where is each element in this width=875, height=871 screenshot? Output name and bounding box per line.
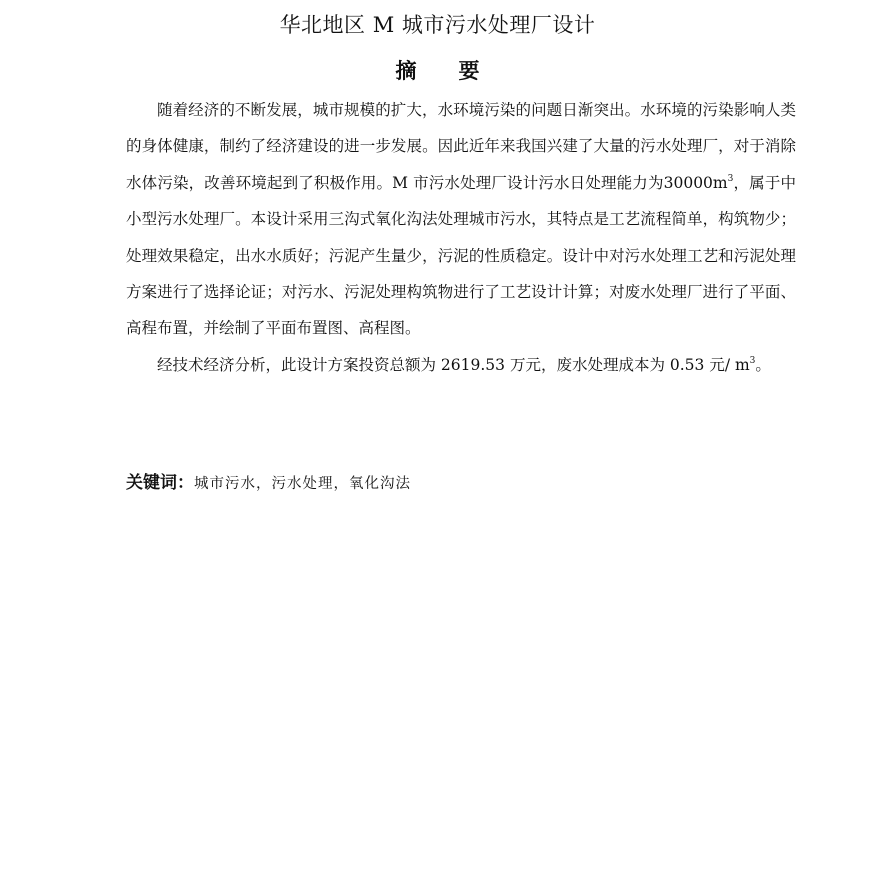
keywords-label: 关键词：	[126, 473, 194, 493]
abstract-heading-char-2: 要	[458, 59, 480, 83]
keywords-value: 城市污水，污水处理，氧化沟法	[194, 476, 411, 492]
keywords-line	[126, 468, 411, 499]
abstract-paragraph-2	[126, 347, 796, 383]
abstract-p1-superscript: 3	[727, 173, 734, 184]
abstract-paragraph-1	[126, 92, 796, 347]
abstract-heading-char-1: 摘	[395, 59, 417, 83]
abstract-p2-text-a: 经技术经济分析，此设计方案投资总额为 2619.53 万元，废水处理成本为 0.53 元/ m	[157, 355, 750, 374]
abstract-p1-text-b: ，属于中小型污水处理厂。本设计采用三沟式氧化沟法处理城市污水，其特点是工艺流程简单，构筑物少；处理效果稳定，出水水质好；污泥产生量少，污泥的性质稳定。设计中对污水处理工艺和污泥处理方案进行了选择论证；对污水、污泥处理构筑物进行了工艺设计计算；对废水处理厂进行了平面、高程布置，并绘制了平面布置图、高程图。	[126, 173, 796, 338]
abstract-body	[126, 92, 796, 383]
abstract-p2-superscript: 3	[749, 355, 756, 366]
document-title: 华北地区 M 城市污水处理厂设计	[279, 13, 596, 37]
abstract-p2-text-b: 。	[755, 355, 771, 374]
abstract-p1-text-a: 随着经济的不断发展，城市规模的扩大，水环境污染的问题日渐突出。水环境的污染影响人类的身体健康，制约了经济建设的进一步发展。因此近年来我国兴建了大量的污水处理厂，对于消除水体污染，改善环境起到了积极作用。M 市污水处理厂设计污水日处理能力为30000m	[126, 101, 796, 192]
abstract-heading	[0, 56, 875, 86]
